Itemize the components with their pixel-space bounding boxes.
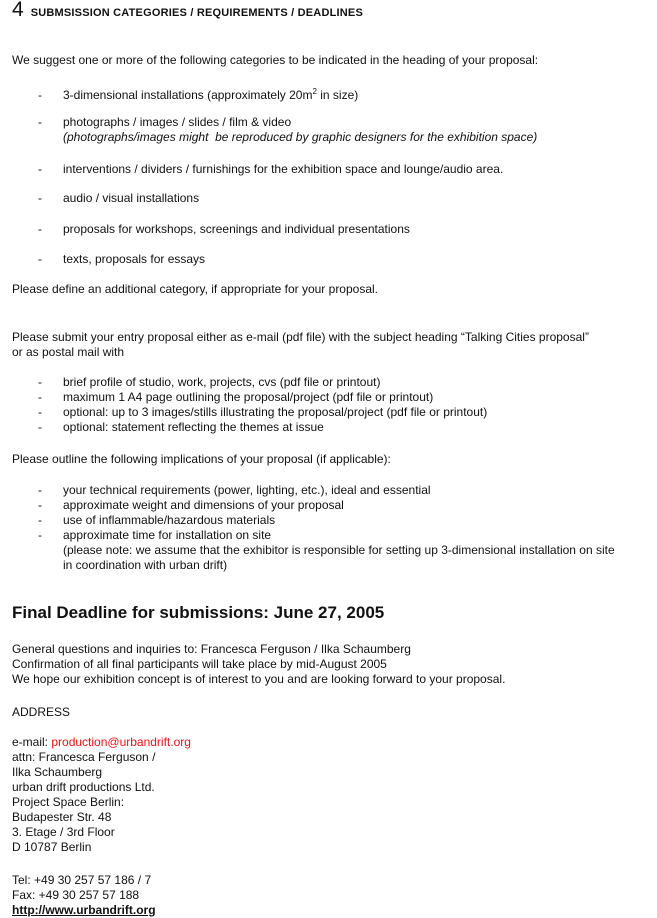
category-item [12, 88, 643, 103]
section-header [12, 2, 643, 26]
installation-note-line2: in coordination with urban drift) [63, 558, 228, 572]
category-item [12, 222, 643, 237]
submission-item [12, 420, 643, 435]
address-line: attn: Francesca Ferguson / [12, 750, 156, 764]
implication-item [12, 498, 643, 513]
category-item [12, 115, 643, 145]
submission-item [12, 375, 643, 390]
implications-intro: Please outline the following implications of your proposal (if applicable): [12, 452, 391, 466]
fax-line: Fax: +49 30 257 57 188 [12, 888, 140, 902]
submission-item [12, 390, 643, 405]
implication-item-text: approximate time for installation on site [63, 528, 272, 542]
email-label: e-mail: [12, 735, 52, 749]
category-text-post: in size) [316, 88, 359, 102]
bullet-dash: - [38, 222, 42, 236]
category-text-pre: 3-dimensional installations (approximately 20m [63, 88, 313, 102]
bullet-dash: - [38, 115, 42, 129]
address-block [12, 750, 643, 855]
bullet-dash: - [38, 405, 42, 419]
installation-note-line1: (please note: we assume that the exhibitor is responsible for setting up 3-dimensional installation on site [63, 543, 615, 557]
implication-item [12, 483, 643, 498]
category-item-text: proposals for workshops, screenings and individual presentations [63, 222, 410, 236]
closing-line2: Confirmation of all final participants will take place by mid-August 2005 [12, 657, 387, 671]
email-line [12, 735, 643, 750]
bullet-dash: - [38, 252, 42, 266]
address-line: Budapester Str. 48 [12, 810, 112, 824]
bullet-dash: - [38, 483, 42, 497]
submission-item-text: optional: statement reflecting the themes at issue [63, 420, 324, 434]
category-item-text: audio / visual installations [63, 191, 200, 205]
bullet-dash: - [38, 162, 42, 176]
submission-intro-line1: Please submit your entry proposal either as e-mail (pdf file) with the subject heading “Talking Cities proposal” [12, 330, 589, 344]
submission-intro-line2: or as postal mail with [12, 345, 125, 359]
implications-list [12, 483, 643, 543]
installation-note [63, 543, 643, 573]
address-line: Project Space Berlin: [12, 795, 125, 809]
address-line: D 10787 Berlin [12, 840, 92, 854]
website-link[interactable]: http://www.urbandrift.org [12, 903, 156, 917]
define-category-paragraph: Please define an additional category, if appropriate for your proposal. [12, 282, 379, 296]
category-line: photographs / images / slides / film & video [63, 115, 292, 129]
section-title: SUBMSISSION CATEGORIES / REQUIREMENTS / DEADLINES [30, 7, 363, 19]
category-item [12, 162, 643, 177]
categories-list [12, 88, 643, 267]
closing-line1: General questions and inquiries to: Francesca Ferguson / Ilka Schaumberg [12, 642, 411, 656]
deadline-heading: Final Deadline for submissions: June 27, 2005 [12, 603, 385, 622]
category-item-text [63, 88, 643, 103]
bullet-dash: - [38, 513, 42, 527]
bullet-dash: - [38, 88, 42, 102]
bullet-dash: - [38, 528, 42, 542]
implication-item [12, 528, 643, 543]
category-item-text: texts, proposals for essays [63, 252, 206, 266]
section-number: 4 [12, 0, 24, 21]
submission-item-text: optional: up to 3 images/stills illustrating the proposal/project (pdf file or printout) [63, 405, 488, 419]
bullet-dash: - [38, 191, 42, 205]
bullet-dash: - [38, 420, 42, 434]
email-link[interactable]: production@urbandrift.org [51, 735, 191, 749]
implication-item-text: use of inflammable/hazardous materials [63, 513, 276, 527]
address-line: 3. Etage / 3rd Floor [12, 825, 115, 839]
closing-line3: We hope our exhibition concept is of interest to you and are looking forward to your proposal. [12, 672, 506, 686]
implication-item-text: approximate weight and dimensions of your proposal [63, 498, 344, 512]
bullet-dash: - [38, 498, 42, 512]
category-item-text: interventions / dividers / furnishings for the exhibition space and lounge/audio area. [63, 162, 504, 176]
submission-item-text: brief profile of studio, work, projects, cvs (pdf file or printout) [63, 375, 381, 389]
address-line: Ilka Schaumberg [12, 765, 103, 779]
category-item [12, 191, 643, 206]
address-line: urban drift productions Ltd. [12, 780, 155, 794]
submission-list [12, 375, 643, 435]
phone-block [12, 873, 643, 903]
bullet-dash: - [38, 375, 42, 389]
submission-item [12, 405, 643, 420]
address-heading: ADDRESS [12, 705, 71, 719]
category-item [12, 252, 643, 267]
category-italic-note: (photographs/images might be reproduced by graphic designers for the exhibition space) [63, 130, 538, 144]
implication-item [12, 513, 643, 528]
tel-line: Tel: +49 30 257 57 186 / 7 [12, 873, 152, 887]
website-line [12, 903, 643, 918]
intro-paragraph: We suggest one or more of the following categories to be indicated in the heading of your proposal: [12, 53, 539, 67]
superscript-2: 2 [312, 87, 317, 96]
submission-item-text: maximum 1 A4 page outlining the proposal/project (pdf file or printout) [63, 390, 434, 404]
bullet-dash: - [38, 390, 42, 404]
implication-item-text: your technical requirements (power, lighting, etc.), ideal and essential [63, 483, 431, 497]
category-item-text [63, 115, 643, 145]
